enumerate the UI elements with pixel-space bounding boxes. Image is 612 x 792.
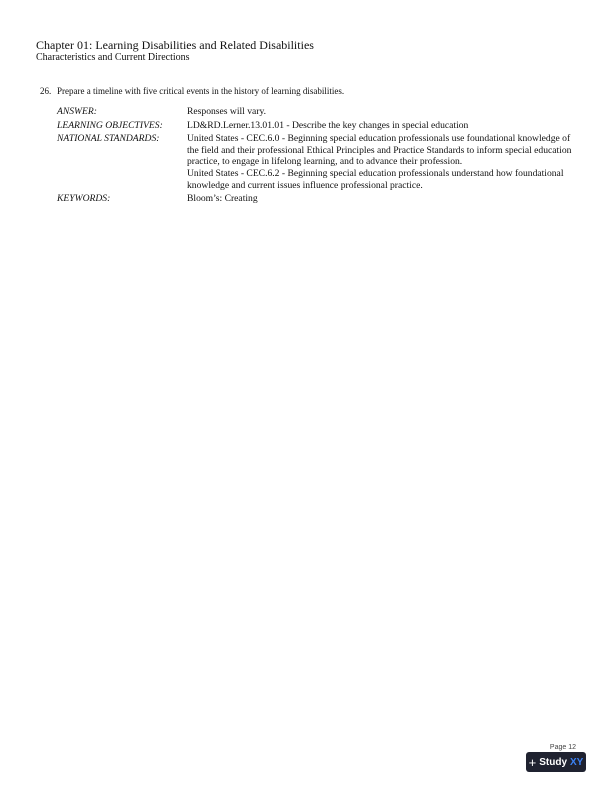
plus-icon: + [528, 754, 537, 770]
standard-cec-6-0: United States - CEC.6.0 - Beginning special education professionals use foundational knowledge of the field and their professional Ethical Principles and Practice Standards to inform special education practice, to engage in lifelong learning, and to advance their profession. [187, 133, 572, 168]
question-text: Prepare a timeline with five critical events in the history of learning disabilities. [57, 86, 345, 96]
page-number: Page 12 [549, 744, 576, 751]
question-metadata [57, 106, 577, 207]
answer-label: ANSWER: [57, 106, 97, 117]
brand-suffix: XY [570, 756, 584, 768]
answer-value: Responses will vary. [187, 106, 267, 117]
standards-label: NATIONAL STANDARDS: [57, 133, 160, 145]
objectives-value: LD&RD.Lerner.13.01.01 - Describe the key changes in special education [187, 119, 469, 131]
standard-cec-6-2: United States - CEC.6.2 - Beginning special education professionals understand how foundational knowledge and current issues influence professional practice. [187, 167, 564, 191]
objectives-row [57, 120, 577, 132]
keywords-label: KEYWORDS: [57, 193, 111, 205]
standards-value [187, 133, 577, 191]
answer-row [57, 106, 577, 118]
keywords-value: Bloom’s: Creating [187, 193, 258, 205]
question [40, 86, 344, 97]
keywords-row [57, 193, 577, 205]
chapter-title: Chapter 01: Learning Disabilities and Related Disabilities [36, 38, 314, 52]
question-number: 26. [40, 86, 52, 96]
chapter-subtitle: Characteristics and Current Directions [36, 52, 190, 63]
page-header [36, 38, 314, 64]
brand-prefix: Study [539, 756, 568, 768]
studyxy-logo [526, 752, 586, 772]
objectives-label: LEARNING OBJECTIVES: [57, 119, 163, 131]
standards-row [57, 133, 577, 191]
